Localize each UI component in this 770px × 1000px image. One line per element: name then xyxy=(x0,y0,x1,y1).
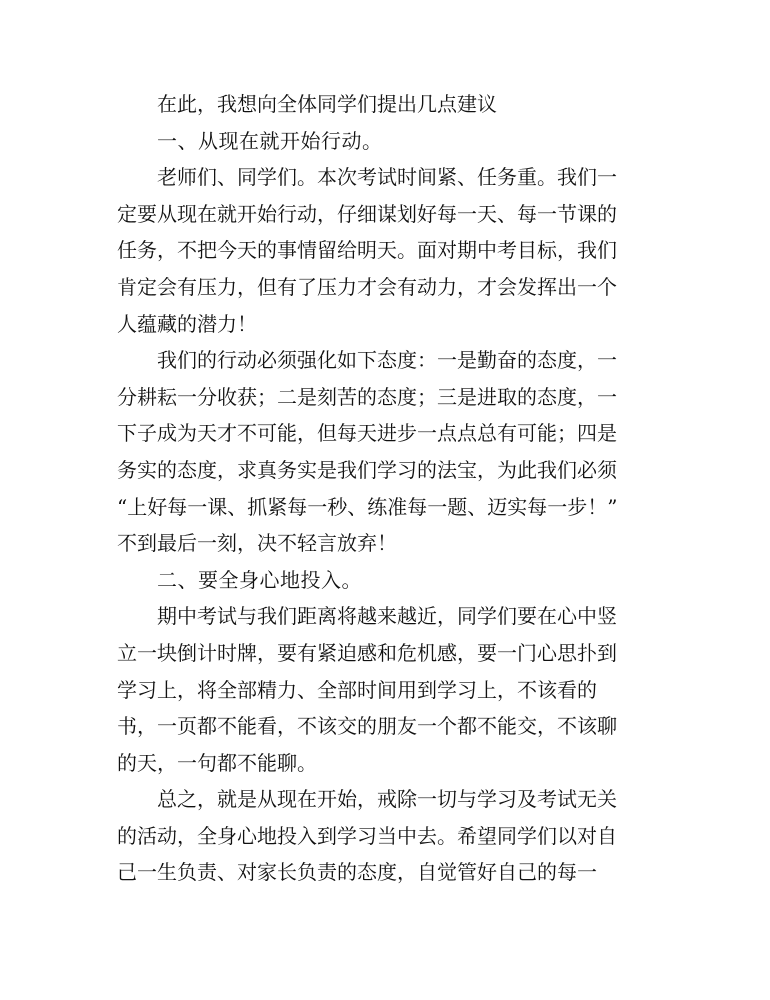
paragraph-line: 书，一页都不能看，不该交的朋友一个都不能交，不该聊 xyxy=(117,714,617,739)
document-body xyxy=(117,86,643,891)
paragraph-line: 我们的行动必须强化如下态度：一是勤奋的态度，一 xyxy=(157,348,617,373)
paragraph-line: 的活动，全身心地投入到学习当中去。希望同学们以对自 xyxy=(117,823,617,848)
paragraph-line: 务实的态度，求真务实是我们学习的法宝，为此我们必须 xyxy=(117,457,617,482)
paragraph-line: 肯定会有压力，但有了压力才会有动力，才会发挥出一个 xyxy=(117,274,617,299)
paragraph-line: 总之，就是从现在开始，戒除一切与学习及考试无关 xyxy=(157,787,617,812)
paragraph-line: 己一生负责、对家长负责的态度，自觉管好自己的每一 xyxy=(117,860,597,885)
section-heading: 二、要全身心地投入。 xyxy=(157,567,362,592)
section-heading: 一、从现在就开始行动。 xyxy=(157,128,383,153)
paragraph-line: 不到最后一刻，决不轻言放弃！ xyxy=(117,531,397,556)
paragraph-line: 定要从现在就开始行动，仔细谋划好每一天、每一节课的 xyxy=(117,201,617,226)
paragraph-line: 立一块倒计时牌，要有紧迫感和危机感，要一门心思扑到 xyxy=(117,640,617,665)
paragraph-line: 老师们、同学们。本次考试时间紧、任务重。我们一 xyxy=(157,165,617,190)
paragraph-line: 在此，我想向全体同学们提出几点建议 xyxy=(157,92,497,116)
paragraph-line: 学习上，将全部精力、全部时间用到学习上，不该看的 xyxy=(117,677,597,702)
paragraph-line: 的天，一句都不能聊。 xyxy=(117,750,317,775)
paragraph-line: 期中考试与我们距离将越来越近，同学们要在心中竖 xyxy=(157,604,617,629)
paragraph-line: 分耕耘一分收获；二是刻苦的态度；三是进取的态度，一 xyxy=(117,384,617,409)
paragraph-line: “上好每一课、抓紧每一秒、练准每一题、迈实每一步！” xyxy=(117,494,618,519)
paragraph-line: 下子成为天才不可能，但每天进步一点点总有可能；四是 xyxy=(117,421,617,446)
paragraph-line: 任务，不把今天的事情留给明天。面对期中考目标，我们 xyxy=(117,238,617,263)
paragraph-line: 人蕴藏的潜力！ xyxy=(117,311,257,336)
